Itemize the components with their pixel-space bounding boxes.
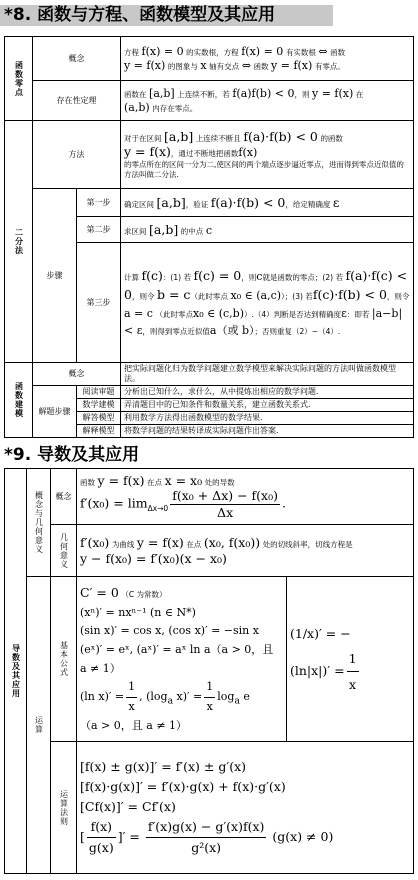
zero-exist-label: 存在性定理 xyxy=(33,81,121,121)
zero-concept-cell: 方程 f(x) = 0 的实数根，方程 f(x) = 0 有实数根 ⇔ 函数 y = f(x) 的图象与 x 轴有交点 ⇔ 函数 y = f(x) 有零点。 xyxy=(121,37,414,81)
step2-label: 第二步 xyxy=(77,217,121,243)
category-zero: 函数零点 xyxy=(5,37,33,121)
model-row-label: 解答模型 xyxy=(77,412,121,425)
section9-table xyxy=(4,468,414,874)
step2-cell: 求区间 [a,b] 的中点 c xyxy=(121,217,414,243)
models-concept-text: 把实际问题化归为数学问题建立数学模型来解决实际问题的方法叫做函数模型法。 xyxy=(121,363,414,386)
step1-cell: 确定区间 [a,b]，验证 f(a)·f(b) < 0，给定精确度 ε xyxy=(121,189,414,217)
geo-meaning-label: 几何意义 xyxy=(51,525,77,577)
models-concept-label: 概念 xyxy=(33,363,121,386)
model-row-label: 阅读审题 xyxy=(77,386,121,399)
derivative-concept-cell: 函数 y = f(x) 在点 x = x₀ 处的导数 $f'(x_0) = \lim_{\Delta x\to 0}$ $\frac{\text{f(x₀ + Δx) − f(x₀)}}{\Delta x}$ . xyxy=(77,469,414,525)
model-row-text: 将数学问题的结果转译成实际问题作出答案. xyxy=(121,425,414,438)
category-derivative: 导数及其应用 xyxy=(5,469,27,874)
model-row-text: 分析出已知什么，求什么，从中提炼出相应的数学问题. xyxy=(121,386,414,399)
basic-formula-right-cell: (1/x)′ = − (ln|x|)′ = $\frac{1}{x}$ xyxy=(287,577,414,742)
basic-formula-cell: C′ = 0 （C 为常数） (xⁿ)′ = nxⁿ⁻¹ (n ∈ N*) (sin x)′ = cos x, (cos x)′ = −sin x (eˣ)′ = eˣ, (aˣ)′ = aˣ ln a（a > 0，且 a ≠ 1） (ln x)′ = $\frac{1}{x}$ , ($\log_a$ x)′ = $\frac{1}{x}$ $\log_a e$ （a > 0，且 a ≠ 1） xyxy=(77,577,287,742)
bisection-method-cell: 对于在区间 [a,b] 上连续不断且 f(a)·f(b) < 0 的函数 y = f(x)，通过不断地把函数f(x) 的零点所在的区间一分为二,使区间的两个端点逐步逼近零点，进而得到零点近似值的方法叫做二分法. xyxy=(121,121,414,189)
geo-meaning-cell: f′(x₀) 为曲线 y = f(x) 在点 (x₀, f(x₀)) 处的切线斜率，切线方程是 y − f(x₀) = f′(x₀)(x − x₀) xyxy=(77,525,414,577)
model-row-label: 解释模型 xyxy=(77,425,121,438)
concept-geo-label: 概念与几何意义 xyxy=(27,469,51,577)
zero-exist-cell: 函数在 [a,b] 上连续不断，若 f(a)f(b) < 0，则 y = f(x) 在 (a,b) 内存在零点。 xyxy=(121,81,414,121)
category-bisection: 二分法 xyxy=(5,121,33,363)
section8-table xyxy=(4,36,414,438)
basic-formula-label: 基本公式 xyxy=(51,577,77,742)
bisection-method-label: 方法 xyxy=(33,121,121,189)
step1-label: 第一步 xyxy=(77,189,121,217)
section8-title: *8. 函数与方程、函数模型及其应用 xyxy=(4,5,276,25)
category-models: 函数建模 xyxy=(5,363,33,438)
rules-label: 运算法则 xyxy=(51,742,77,874)
model-row-text: 利用数学方法得出函数模型的数学结果. xyxy=(121,412,414,425)
rules-cell: [f(x) ± g(x)]′ = f′(x) ± g′(x) [f(x)·g(x)]′ = f′(x)·g(x) + f(x)·g′(x) [Cf(x)]′ = Cf′(x) [ $\frac{f(x)}{g(x)}$ ]′ = $\frac{f'(x)g(x) - g'(x)f(x)}{\text{g²(x)}}$ (g(x) ≠ 0) xyxy=(77,742,414,874)
step3-label: 第三步 xyxy=(77,243,121,363)
model-row-text: 弄清题目中的已知条件和数量关系，建立函数关系式. xyxy=(121,399,414,412)
zero-concept-label: 概念 xyxy=(33,37,121,81)
calc-label: 运算 xyxy=(27,577,51,874)
models-steps-label: 解题步骤 xyxy=(33,386,77,438)
derivative-concept-label: 概念 xyxy=(51,469,77,525)
section9-title: *9. 导数及其应用 xyxy=(4,445,140,465)
model-row-label: 数学建模 xyxy=(77,399,121,412)
bisection-steps-label: 步骤 xyxy=(33,189,77,363)
step3-cell: 计算 f(c)：(1) 若 f(c) = 0，则c就是函数的零点；(2) 若 f(a)·f(c) < 0，则令 b = c（此时零点 x₀ ∈ (a,c)）；(3) 若f(c)·f(b) < 0，则令a = c （此时零点x₀ ∈ (c,b)）.（4）判断是否达到精确度ε：即若 |a−b| < ε，则得到零点近似值a（或 b）；否则重复（2）~（4）. xyxy=(121,243,414,363)
